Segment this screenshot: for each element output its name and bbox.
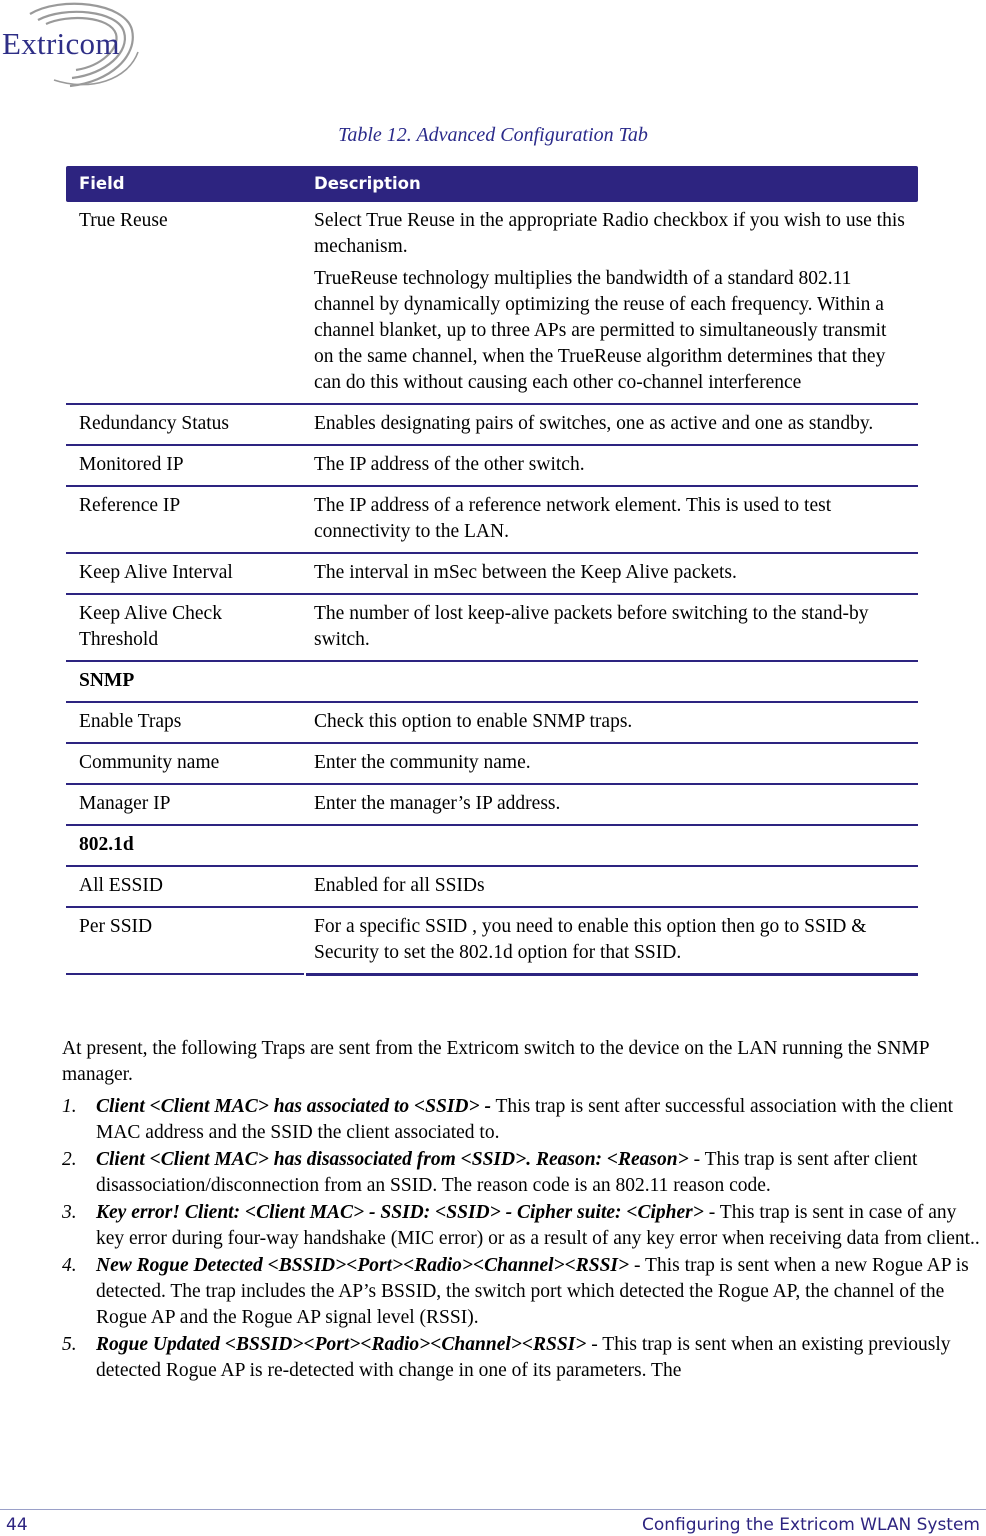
trap-item	[62, 1332, 984, 1384]
trap-title: Key error! Client: <Client MAC> - SSID: <SSID> - Cipher suite: <Cipher>	[96, 1202, 704, 1223]
body-text	[62, 1036, 984, 1385]
table-bottom-rule	[66, 973, 918, 977]
table-row	[66, 202, 918, 405]
description-cell	[314, 595, 918, 660]
trap-title: Client <Client MAC> has disassociated from <SSID>. Reason: <Reason>	[96, 1149, 689, 1170]
traps-list	[62, 1094, 984, 1384]
description-paragraph: Enabled for all SSIDs	[314, 875, 485, 896]
trap-number: 2.	[62, 1149, 77, 1170]
description-cell	[314, 785, 918, 824]
footer-divider	[0, 1509, 986, 1510]
description-paragraph: For a specific SSID , you need to enable this option then go to SSID & Security to set the 802.1d option for that SSID.	[314, 916, 867, 963]
advanced-config-table	[66, 166, 918, 977]
table-row	[66, 554, 918, 595]
table-row	[66, 703, 918, 744]
table-header	[66, 166, 918, 202]
description-paragraph: TrueReuse technology multiplies the bandwidth of a standard 802.11 channel by dynamically optimizing the reuse of each frequency. Within a channel blanket, up to three APs are permitted to simultaneously transmit on the same channel, when the TrueReuse algorithm determines that they can do this without causing each other co-channel interference	[314, 268, 887, 393]
description-paragraph: The number of lost keep-alive packets before switching to the stand-by switch.	[314, 603, 869, 650]
field-cell: Per SSID	[79, 916, 153, 937]
trap-item	[62, 1094, 984, 1146]
table-row	[66, 487, 918, 554]
extricom-logo	[0, 0, 142, 94]
description-paragraph: Check this option to enable SNMP traps.	[314, 711, 633, 732]
description-paragraph: Select True Reuse in the appropriate Radio checkbox if you wish to use this mechanism.	[314, 210, 905, 257]
description-paragraph: The IP address of a reference network element. This is used to test connectivity to the LAN.	[314, 495, 832, 542]
description-cell	[314, 744, 918, 783]
description-cell	[314, 446, 918, 485]
trap-description: - This trap is sent after client disassociation/disconnection from an SSID. The reason code is an 802.11 reason code.	[96, 1149, 918, 1196]
section-row	[66, 662, 918, 703]
field-cell: Enable Traps	[79, 711, 182, 732]
field-cell: Monitored IP	[79, 454, 184, 475]
trap-title: Rogue Updated <BSSID><Port><Radio><Channel><RSSI>	[96, 1334, 587, 1355]
field-cell: Manager IP	[79, 793, 171, 814]
trap-item	[62, 1253, 984, 1331]
field-cell: Redundancy Status	[79, 413, 230, 434]
trap-title: Client <Client MAC> has associated to <SSID> -	[96, 1096, 491, 1117]
table-row	[66, 785, 918, 826]
header-description: Description	[314, 174, 421, 193]
trap-description: - This trap is sent in case of any key error during four-way handshake (MIC error) or as a result of any key error when receiving data from client..	[96, 1202, 980, 1249]
trap-number: 3.	[62, 1202, 77, 1223]
table-row	[66, 405, 918, 446]
field-cell: Community name	[79, 752, 220, 773]
description-cell	[314, 662, 918, 701]
footer-title: Configuring the Extricom WLAN System	[641, 1515, 980, 1535]
table-row	[66, 446, 918, 487]
description-paragraph: The interval in mSec between the Keep Alive packets.	[314, 562, 737, 583]
table-caption: Table 12. Advanced Configuration Tab	[338, 124, 648, 146]
trap-description: - This trap is sent when a new Rogue AP is detected. The trap includes the AP’s BSSID, the switch port which detected the Rogue AP, the channel of the Rogue AP and the Rogue AP signal level (RSSI).	[96, 1255, 969, 1328]
trap-number: 5.	[62, 1334, 77, 1355]
description-paragraph: Enter the community name.	[314, 752, 531, 773]
trap-item	[62, 1147, 984, 1199]
description-cell	[314, 554, 918, 593]
header-field: Field	[79, 174, 125, 193]
description-paragraph: Enter the manager’s IP address.	[314, 793, 561, 814]
description-cell	[314, 908, 918, 973]
trap-title: New Rogue Detected <BSSID><Port><Radio><Channel><RSSI>	[96, 1255, 630, 1276]
intro-paragraph: At present, the following Traps are sent from the Extricom switch to the device on the LAN running the SNMP manager.	[62, 1038, 929, 1085]
trap-number: 4.	[62, 1255, 77, 1276]
description-paragraph: Enables designating pairs of switches, one as active and one as standby.	[314, 413, 874, 434]
table-row	[66, 595, 918, 662]
description-cell	[314, 703, 918, 742]
logo-wordmark: Extricom	[2, 26, 120, 61]
field-cell: Reference IP	[79, 495, 181, 516]
description-cell	[314, 487, 918, 552]
description-cell	[314, 867, 918, 906]
table-row	[66, 744, 918, 785]
section-row	[66, 826, 918, 867]
trap-description: This trap is sent after successful association with the client MAC address and the SSID the client associated to.	[96, 1096, 954, 1143]
table-row	[66, 908, 918, 973]
trap-number: 1.	[62, 1096, 77, 1117]
field-cell: Keep Alive Check Threshold	[79, 603, 222, 650]
description-cell	[314, 202, 918, 403]
trap-description: - This trap is sent when an existing previously detected Rogue AP is re-detected with change in one of its parameters. The	[96, 1334, 951, 1381]
table-row	[66, 867, 918, 908]
field-cell: True Reuse	[79, 210, 168, 231]
description-cell	[314, 405, 918, 444]
field-cell: 802.1d	[79, 834, 134, 855]
field-cell: All ESSID	[79, 875, 163, 896]
trap-item	[62, 1200, 984, 1252]
page-number: 44	[6, 1515, 28, 1535]
field-cell: SNMP	[79, 670, 135, 691]
field-cell: Keep Alive Interval	[79, 562, 233, 583]
description-cell	[314, 826, 918, 865]
description-paragraph: The IP address of the other switch.	[314, 454, 585, 475]
